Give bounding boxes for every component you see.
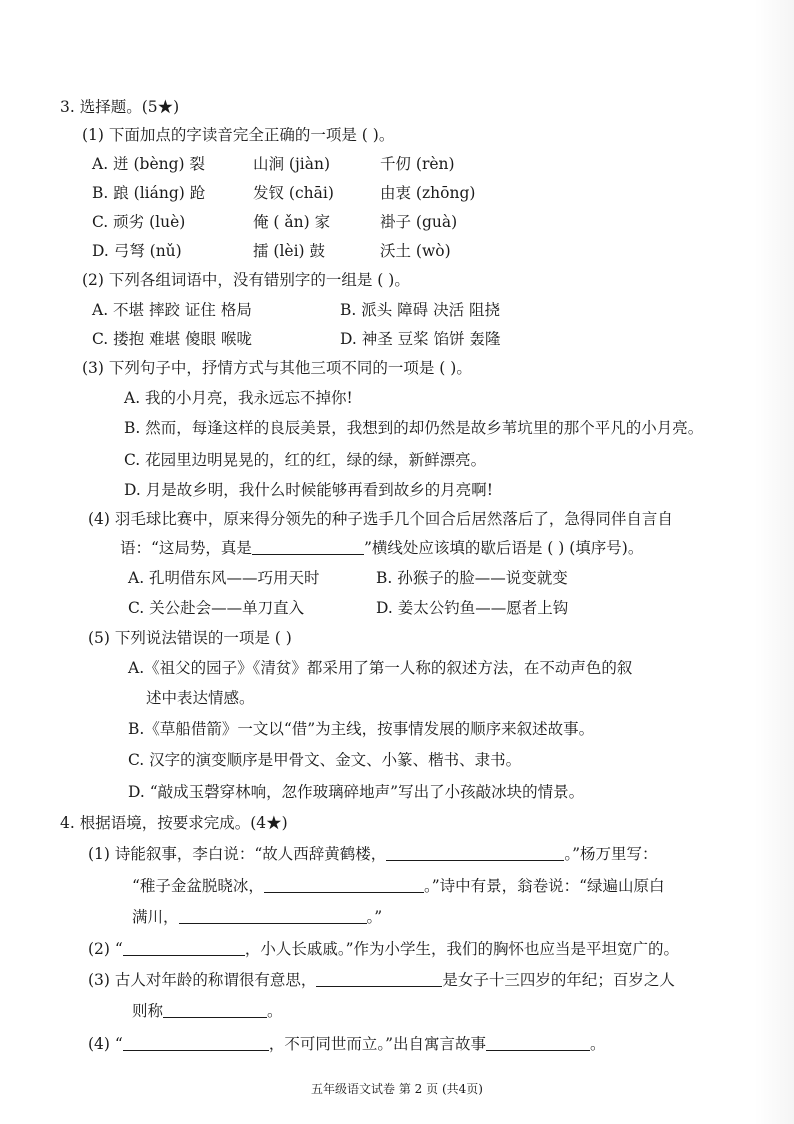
q4-1-blank-3[interactable] bbox=[179, 908, 367, 924]
q3-2-stem: (2) 下列各组词语中，没有错别字的一组是 ( )。 bbox=[82, 271, 410, 289]
q3-4-stem-line1: (4) 羽毛球比赛中，原来得分领先的种子选手几个回合后居然落后了，急得同伴自言自 bbox=[88, 510, 673, 528]
q4-1-line3 bbox=[132, 907, 382, 927]
q3-5-optA-line1: A.《祖父的园子》《清贫》都采用了第一人称的叙述方法，在不动声色的叙 bbox=[128, 659, 633, 677]
page-footer: 五年级语文试卷 第 2 页 (共4页) bbox=[311, 1082, 483, 1096]
q4-1-line2 bbox=[132, 876, 665, 896]
q3-2-optB: B. 派头 障碍 决活 阻挠 bbox=[340, 301, 501, 319]
q4-2-text-b: ，小人长戚戚。”作为小学生，我们的胸怀也应当是平坦宽广的。 bbox=[244, 940, 679, 958]
q3-1-d2: 擂 (lèi) 鼓 bbox=[253, 242, 326, 260]
q4-1-blank-1[interactable] bbox=[386, 845, 564, 861]
q3-3-optA: A. 我的小月亮，我永远忘不掉你! bbox=[124, 389, 353, 407]
q3-4-stem-part1: 语：“这局势，真是 bbox=[120, 539, 252, 557]
q3-title: 3. 选择题。(5★) bbox=[60, 98, 180, 116]
q4-4-text-b: ，不可同世而立。”出自寓言故事 bbox=[268, 1035, 486, 1053]
q4-3-text-d: 。 bbox=[267, 1002, 283, 1020]
q3-1-b3: 由衷 (zhōng) bbox=[380, 184, 476, 202]
q3-1-b2: 发钗 (chāi) bbox=[253, 184, 334, 202]
q4-1-text-f: 。” bbox=[366, 908, 383, 926]
q3-2-optD: D. 神圣 豆桨 馅饼 轰隆 bbox=[340, 330, 501, 348]
q4-3-blank-2[interactable] bbox=[163, 1002, 267, 1018]
q3-3-optD: D. 月是故乡明，我什么时候能够再看到故乡的月亮啊! bbox=[124, 481, 493, 499]
q4-4-line bbox=[88, 1034, 606, 1054]
q4-1-text-d: 。”诗中有景，翁卷说：“绿遍山原白 bbox=[423, 877, 665, 895]
q3-1-b1: B. 踉 (liáng) 跄 bbox=[92, 184, 206, 202]
q3-5-stem: (5) 下列说法错误的一项是 ( ) bbox=[88, 629, 292, 647]
q3-4-stem-part2: ”横线处应该填的歇后语是 ( ) (填序号)。 bbox=[363, 539, 644, 557]
q3-5-optD: D. “敲成玉磬穿林响，忽作玻璃碎地声”写出了小孩敲冰块的情景。 bbox=[128, 783, 585, 801]
q3-2-optA: A. 不堪 摔跤 证住 格局 bbox=[92, 301, 252, 319]
q4-3-text-b: 是女子十三四岁的年纪；百岁之人 bbox=[442, 971, 675, 989]
q4-2-blank[interactable] bbox=[123, 940, 245, 956]
q4-1-text-a: (1) 诗能叙事，李白说：“故人西辞黄鹤楼， bbox=[88, 845, 387, 863]
q3-4-blank[interactable] bbox=[252, 539, 364, 555]
q4-4-blank-2[interactable] bbox=[486, 1035, 590, 1051]
q4-3-line1 bbox=[88, 970, 675, 990]
q4-3-text-a: (3) 古人对年龄的称谓很有意思， bbox=[88, 971, 317, 989]
q3-1-a2: 山涧 (jiàn) bbox=[253, 155, 331, 173]
q3-1-d1: D. 弓弩 (nǔ) bbox=[92, 242, 182, 260]
q4-2-line bbox=[88, 939, 679, 959]
q3-4-optD: D. 姜太公钓鱼——愿者上钩 bbox=[376, 599, 569, 617]
q4-3-text-c: 则称 bbox=[132, 1002, 164, 1020]
q4-1-text-c: “稚子金盆脱晓冰， bbox=[132, 877, 264, 895]
q3-1-c2: 俺 ( ǎn) 家 bbox=[253, 213, 331, 231]
q4-title: 4. 根据语境，按要求完成。(4★) bbox=[60, 814, 288, 832]
q3-5-optA-line2: 述中表达情感。 bbox=[146, 689, 255, 707]
q3-3-optC: C. 花园里边明晃晃的，红的红，绿的绿，新鲜漂亮。 bbox=[124, 451, 487, 469]
q3-2-optC: C. 搂抱 难堪 傻眼 喉咙 bbox=[92, 330, 252, 348]
q3-4-optA: A. 孔明借东风——巧用天时 bbox=[128, 569, 320, 587]
scan-edge-shadow bbox=[754, 0, 794, 1124]
q3-1-stem: (1) 下面加点的字读音完全正确的一项是 ( )。 bbox=[82, 126, 395, 144]
q4-4-blank-1[interactable] bbox=[123, 1035, 269, 1051]
q3-1-a1: A. 迸 (bèng) 裂 bbox=[92, 155, 205, 173]
q3-5-optC: C. 汉字的演变顺序是甲骨文、金文、小篆、楷书、隶书。 bbox=[128, 751, 522, 769]
q3-1-c1: C. 顽劣 (luè) bbox=[92, 213, 186, 231]
q3-3-optB: B. 然而，每逢这样的良辰美景，我想到的却仍然是故乡苇坑里的那个平凡的小月亮。 bbox=[124, 419, 704, 437]
q3-5-optB: B.《草船借箭》一文以“借”为主线，按事情发展的顺序来叙述故事。 bbox=[128, 720, 595, 738]
q3-4-optC: C. 关公赴会——单刀直入 bbox=[128, 599, 305, 617]
q4-1-blank-2[interactable] bbox=[264, 877, 424, 893]
q4-4-text-c: 。 bbox=[590, 1035, 606, 1053]
q3-1-c3: 褂子 (guà) bbox=[380, 213, 458, 231]
q4-1-text-b: 。”杨万里写： bbox=[564, 845, 658, 863]
q3-4-optB: B. 孙猴子的脸——说变就变 bbox=[376, 569, 568, 587]
q4-2-text-a: (2) “ bbox=[88, 940, 123, 958]
q4-1-line1 bbox=[88, 844, 658, 864]
q4-3-blank-1[interactable] bbox=[316, 971, 442, 987]
q4-4-text-a: (4) “ bbox=[88, 1035, 123, 1053]
q4-3-line2 bbox=[132, 1001, 283, 1021]
q3-3-stem: (3) 下列句子中，抒情方式与其他三项不同的一项是 ( )。 bbox=[82, 359, 472, 377]
q3-1-d3: 沃土 (wò) bbox=[380, 242, 451, 260]
q3-4-stem-line2 bbox=[120, 538, 643, 558]
q4-1-text-e: 满川， bbox=[132, 908, 179, 926]
q3-1-a3: 千仞 (rèn) bbox=[380, 155, 455, 173]
